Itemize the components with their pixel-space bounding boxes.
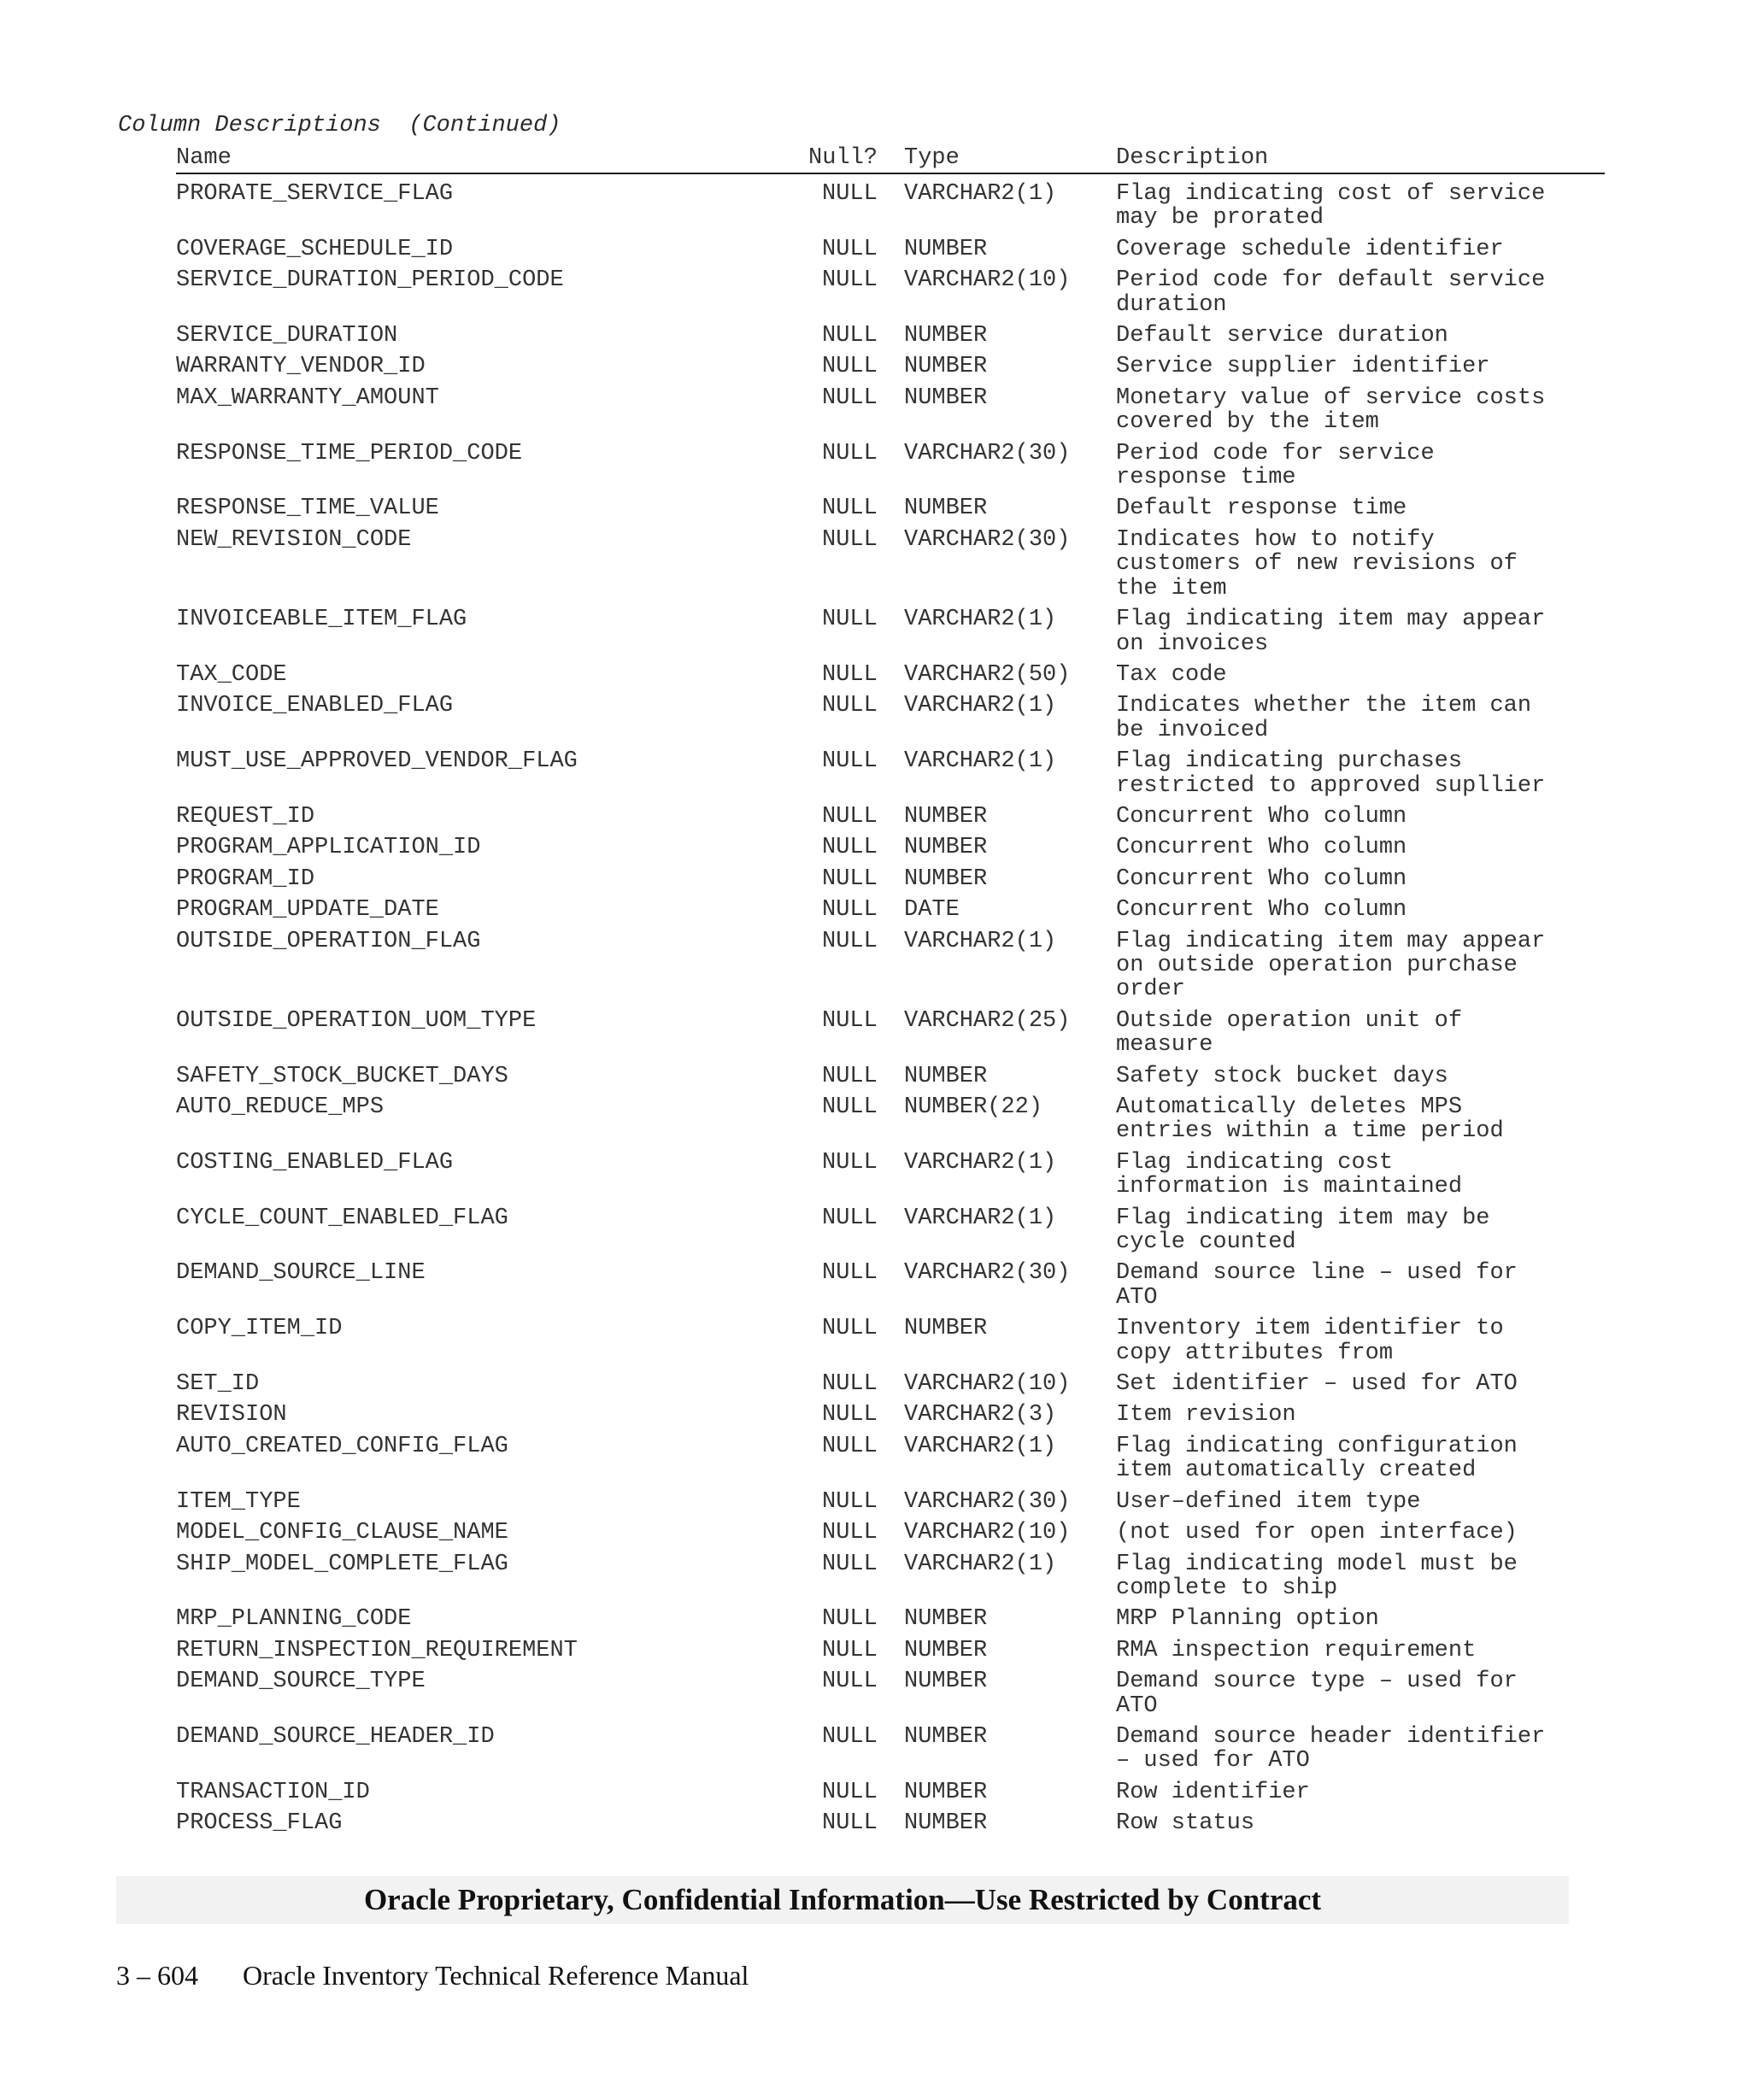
column-descriptions-table [176,182,1605,1843]
table-row [176,805,1605,829]
null-value: NULL [822,1371,878,1398]
data-type: VARCHAR2(1) [904,928,1057,954]
data-type: VARCHAR2(25) [904,1007,1071,1034]
table-row [176,1317,1605,1365]
column-name: TRANSACTION_ID [176,1779,370,1805]
column-description: Set identifier – used for ATO [1116,1371,1518,1398]
null-value: NULL [822,1063,878,1089]
column-name: AUTO_CREATED_CONFIG_FLAG [176,1433,508,1459]
column-description: Concurrent Who column [1116,835,1407,861]
table-row [176,496,1605,520]
null-value: NULL [822,384,878,411]
data-type: NUMBER [904,835,988,861]
table-row [176,930,1605,1002]
column-name: DEMAND_SOURCE_LINE [176,1260,426,1287]
column-name: MODEL_CONFIG_CLAUSE_NAME [176,1520,508,1546]
null-value: NULL [822,1637,878,1663]
data-type: NUMBER(22) [904,1094,1043,1120]
column-name: RESPONSE_TIME_VALUE [176,496,439,522]
table-row [176,268,1605,317]
column-name: OUTSIDE_OPERATION_FLAG [176,928,481,954]
column-description: Coverage schedule identifier [1116,236,1504,262]
table-caption: Column Descriptions (Continued) [118,113,561,138]
data-type: NUMBER [904,1606,988,1633]
null-value: NULL [822,1260,878,1287]
column-name: SHIP_MODEL_COMPLETE_FLAG [176,1551,508,1577]
null-value: NULL [822,865,878,892]
data-type: VARCHAR2(1) [904,748,1057,775]
column-description: Flag indicating model must be complete to ship [1116,1551,1518,1601]
null-value: NULL [822,607,878,633]
column-description: Monetary value of service costs covered by the item [1116,384,1546,436]
table-row [176,1372,1605,1396]
header-null: Null? [808,145,878,171]
null-value: NULL [822,1149,878,1176]
column-name: PROGRAM_UPDATE_DATE [176,897,439,924]
column-description: Service supplier identifier [1116,354,1490,380]
table-row [176,1206,1605,1255]
table-row [176,663,1605,687]
data-type: NUMBER [904,236,988,262]
data-type: NUMBER [904,1316,988,1342]
null-value: NULL [822,1606,878,1633]
column-name: REQUEST_ID [176,803,315,830]
table-header [176,144,1605,174]
data-type: VARCHAR2(30) [904,1260,1071,1287]
table-row [176,1490,1605,1514]
column-description: Automatically deletes MPS entries within a time period [1116,1094,1504,1145]
data-type: VARCHAR2(3) [904,1402,1057,1428]
column-description: Flag indicating cost of service may be prorated [1116,181,1546,232]
column-name: COPY_ITEM_ID [176,1316,343,1342]
table-row [176,238,1605,261]
column-description: User–defined item type [1116,1488,1421,1515]
column-name: RESPONSE_TIME_PERIOD_CODE [176,440,523,466]
column-description: Default service duration [1116,323,1448,349]
data-type: VARCHAR2(1) [904,607,1057,633]
column-description: Indicates how to notify customers of new revisions of the item [1116,526,1518,601]
table-row [176,1725,1605,1774]
column-name: ITEM_TYPE [176,1488,301,1515]
null-value: NULL [822,835,878,861]
column-description: Concurrent Who column [1116,803,1407,830]
column-name: MAX_WARRANTY_AMOUNT [176,384,439,411]
data-type: NUMBER [904,1810,988,1837]
column-description: (not used for open interface) [1116,1520,1518,1546]
data-type: NUMBER [904,865,988,892]
null-value: NULL [822,354,878,380]
null-value: NULL [822,1488,878,1515]
null-value: NULL [822,1669,878,1695]
data-type: VARCHAR2(30) [904,526,1071,553]
column-description: MRP Planning option [1116,1606,1379,1633]
null-value: NULL [822,661,878,688]
column-description: Flag indicating cost information is maintained [1116,1149,1463,1200]
table-row [176,836,1605,859]
null-value: NULL [822,181,878,207]
table-row [176,1065,1605,1088]
column-description: RMA inspection requirement [1116,1637,1477,1663]
table-row [176,1095,1605,1144]
column-name: RETURN_INSPECTION_REQUIREMENT [176,1637,578,1663]
table-row [176,1552,1605,1601]
column-name: PROGRAM_APPLICATION_ID [176,835,481,861]
data-type: NUMBER [904,1779,988,1805]
column-description: Item revision [1116,1402,1296,1428]
null-value: NULL [822,1094,878,1120]
table-row [176,386,1605,435]
data-type: VARCHAR2(1) [904,181,1057,207]
data-type: NUMBER [904,1723,988,1750]
column-description: Inventory item identifier to copy attributes from [1116,1316,1504,1366]
null-value: NULL [822,496,878,522]
null-value: NULL [822,748,878,775]
column-description: Demand source header identifier – used for ATO [1116,1723,1546,1774]
data-type: NUMBER [904,323,988,349]
data-type: NUMBER [904,354,988,380]
null-value: NULL [822,526,878,553]
column-description: Row status [1116,1810,1255,1837]
data-type: VARCHAR2(10) [904,267,1071,294]
column-name: PROCESS_FLAG [176,1810,343,1837]
column-description: Tax code [1116,661,1227,688]
column-name: SAFETY_STOCK_BUCKET_DAYS [176,1063,508,1089]
data-type: VARCHAR2(1) [904,1551,1057,1577]
data-type: DATE [904,897,960,924]
data-type: VARCHAR2(30) [904,440,1071,466]
column-description: Concurrent Who column [1116,865,1407,892]
null-value: NULL [822,323,878,349]
column-name: OUTSIDE_OPERATION_UOM_TYPE [176,1007,537,1034]
table-row [176,1639,1605,1663]
data-type: VARCHAR2(1) [904,1149,1057,1176]
column-name: INVOICE_ENABLED_FLAG [176,693,454,719]
data-type: NUMBER [904,1063,988,1089]
column-description: Demand source type – used for ATO [1116,1669,1518,1719]
column-name: MUST_USE_APPROVED_VENDOR_FLAG [176,748,578,775]
column-description: Flag indicating configuration item automatically created [1116,1433,1518,1484]
null-value: NULL [822,1316,878,1342]
null-value: NULL [822,1205,878,1231]
null-value: NULL [822,1810,878,1837]
column-name: PRORATE_SERVICE_FLAG [176,181,454,207]
column-name: COSTING_ENABLED_FLAG [176,1149,454,1176]
data-type: NUMBER [904,803,988,830]
null-value: NULL [822,1007,878,1034]
null-value: NULL [822,1723,878,1750]
column-description: Indicates whether the item can be invoiced [1116,693,1532,743]
column-name: WARRANTY_VENDOR_ID [176,354,426,380]
confidential-banner: Oracle Proprietary, Confidential Information––Use Restricted by Contract [116,1876,1569,1924]
table-row [176,1811,1605,1835]
column-description: Safety stock bucket days [1116,1063,1448,1089]
column-name: MRP_PLANNING_CODE [176,1606,412,1633]
data-type: NUMBER [904,1637,988,1663]
column-name: AUTO_REDUCE_MPS [176,1094,385,1120]
null-value: NULL [822,928,878,954]
table-row [176,324,1605,348]
header-description: Description [1116,145,1269,171]
table-row [176,1261,1605,1310]
data-type: VARCHAR2(10) [904,1371,1071,1398]
null-value: NULL [822,440,878,466]
table-row [176,1009,1605,1058]
column-name: SET_ID [176,1371,260,1398]
column-name: PROGRAM_ID [176,865,315,892]
header-type: Type [904,145,960,171]
table-row [176,1521,1605,1545]
table-row [176,355,1605,378]
column-description: Flag indicating item may be cycle counted [1116,1205,1490,1256]
null-value: NULL [822,803,878,830]
data-type: VARCHAR2(10) [904,1520,1071,1546]
column-name: TAX_CODE [176,661,287,688]
null-value: NULL [822,1520,878,1546]
column-description: Flag indicating purchases restricted to approved supllier [1116,748,1546,799]
null-value: NULL [822,1402,878,1428]
column-description: Row identifier [1116,1779,1310,1805]
data-type: VARCHAR2(1) [904,693,1057,719]
column-name: SERVICE_DURATION_PERIOD_CODE [176,267,564,294]
data-type: NUMBER [904,1669,988,1695]
table-row [176,528,1605,601]
table-row [176,1151,1605,1200]
column-description: Default response time [1116,496,1407,522]
null-value: NULL [822,267,878,294]
manual-title: Oracle Inventory Technical Reference Manual [243,1960,749,1991]
null-value: NULL [822,897,878,924]
table-row [176,1780,1605,1804]
column-description: Period code for service response time [1116,440,1435,491]
column-name: COVERAGE_SCHEDULE_ID [176,236,454,262]
column-description: Period code for default service duration [1116,267,1546,318]
column-description: Outside operation unit of measure [1116,1007,1463,1059]
data-type: NUMBER [904,496,988,522]
header-name: Name [176,145,232,171]
table-row [176,442,1605,490]
column-name: DEMAND_SOURCE_HEADER_ID [176,1723,495,1750]
data-type: VARCHAR2(1) [904,1433,1057,1459]
table-row [176,1434,1605,1483]
column-description: Flag indicating item may appear on outside operation purchase order [1116,928,1546,1003]
column-name: CYCLE_COUNT_ENABLED_FLAG [176,1205,508,1231]
null-value: NULL [822,1551,878,1577]
table-row [176,1607,1605,1631]
table-row [176,867,1605,891]
data-type: VARCHAR2(30) [904,1488,1071,1515]
null-value: NULL [822,236,878,262]
page-number: 3 – 604 [116,1960,198,1991]
column-description: Demand source line – used for ATO [1116,1260,1518,1311]
table-row [176,694,1605,742]
column-description: Flag indicating item may appear on invoices [1116,607,1546,657]
table-row [176,898,1605,922]
column-description: Concurrent Who column [1116,897,1407,924]
column-name: INVOICEABLE_ITEM_FLAG [176,607,467,633]
table-row [176,607,1605,656]
data-type: VARCHAR2(1) [904,1205,1057,1231]
table-row [176,749,1605,798]
column-name: DEMAND_SOURCE_TYPE [176,1669,426,1695]
column-name: SERVICE_DURATION [176,323,398,349]
data-type: NUMBER [904,384,988,411]
null-value: NULL [822,1433,878,1459]
null-value: NULL [822,693,878,719]
data-type: VARCHAR2(50) [904,661,1071,688]
column-name: REVISION [176,1402,287,1428]
null-value: NULL [822,1779,878,1805]
column-name: NEW_REVISION_CODE [176,526,412,553]
table-row [176,1669,1605,1718]
table-row [176,1403,1605,1427]
table-row [176,182,1605,231]
